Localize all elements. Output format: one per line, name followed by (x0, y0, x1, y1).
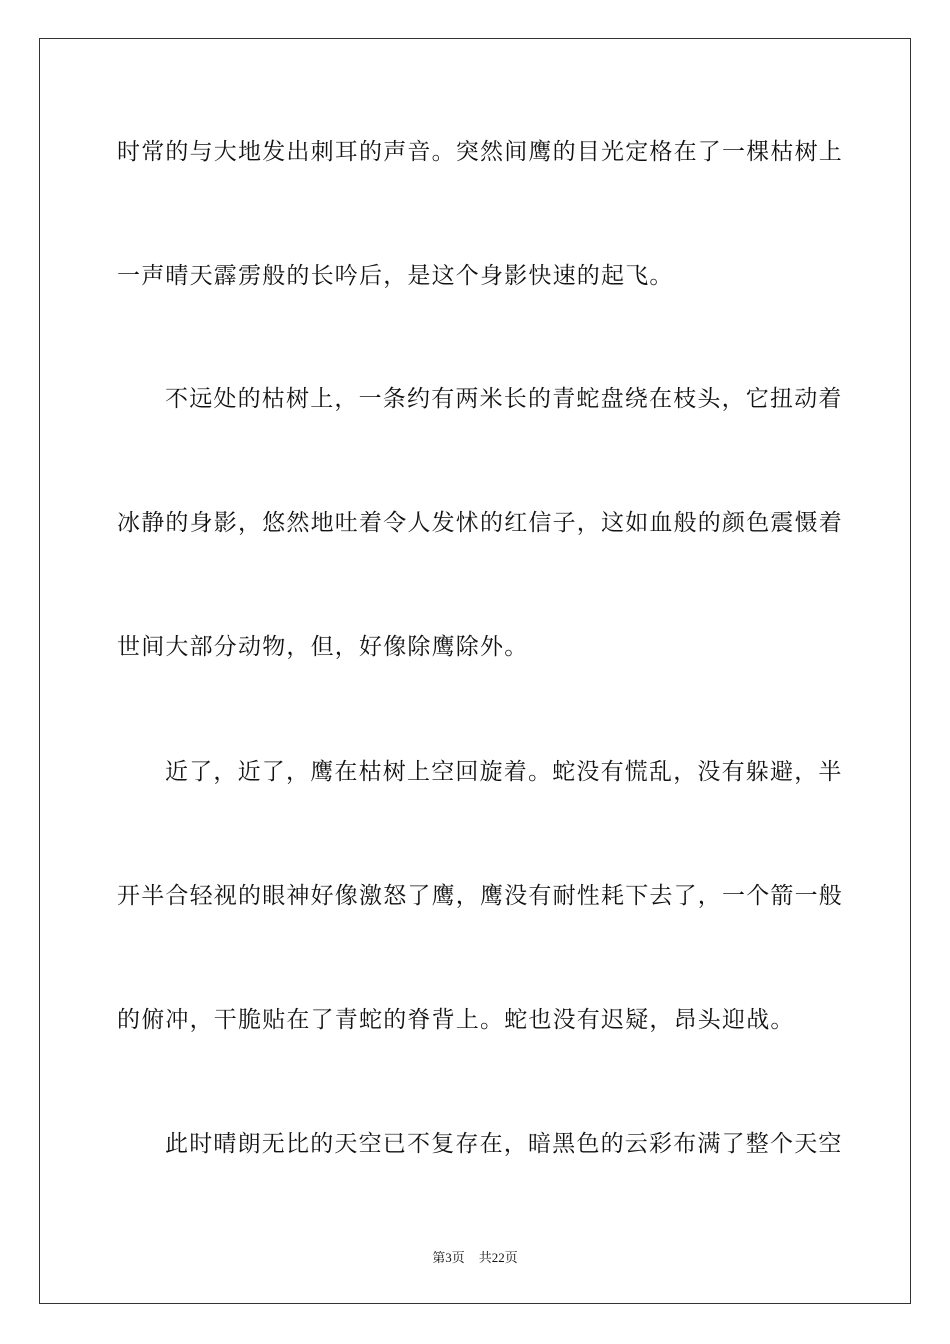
page-footer (0, 1247, 950, 1266)
page-suffix: 页 (451, 1251, 465, 1266)
page-prefix: 第 (432, 1251, 446, 1266)
text-line-4: 冰静的身影，悠然地吐着令人发怵的红信子，这如血般的颜色震慑着 (117, 510, 843, 536)
text-line-8: 的俯冲，干脆贴在了青蛇的脊背上。蛇也没有迟疑，昂头迎战。 (117, 1007, 795, 1033)
text-line-5: 世间大部分动物，但，好像除鹰除外。 (117, 634, 529, 660)
page-border (39, 38, 911, 1304)
total-suffix: 页 (504, 1251, 518, 1266)
text-line-2: 一声晴天霹雳般的长吟后，是这个身影快速的起飞。 (117, 263, 674, 289)
text-line-9: 此时晴朗无比的天空已不复存在，暗黑色的云彩布满了整个天空 (165, 1131, 843, 1157)
total-prefix: 共 (478, 1251, 492, 1266)
text-line-3: 不远处的枯树上，一条约有两米长的青蛇盘绕在枝头，它扭动着 (165, 386, 843, 412)
text-line-6: 近了，近了，鹰在枯树上空回旋着。蛇没有慌乱，没有躲避，半 (165, 759, 843, 785)
page-number: 3 (445, 1250, 452, 1265)
text-line-7: 开半合轻视的眼神好像激怒了鹰，鹰没有耐性耗下去了，一个箭一般 (117, 883, 843, 909)
total-pages: 22 (491, 1250, 505, 1265)
text-line-1: 时常的与大地发出刺耳的声音。突然间鹰的目光定格在了一棵枯树上 (117, 139, 843, 165)
